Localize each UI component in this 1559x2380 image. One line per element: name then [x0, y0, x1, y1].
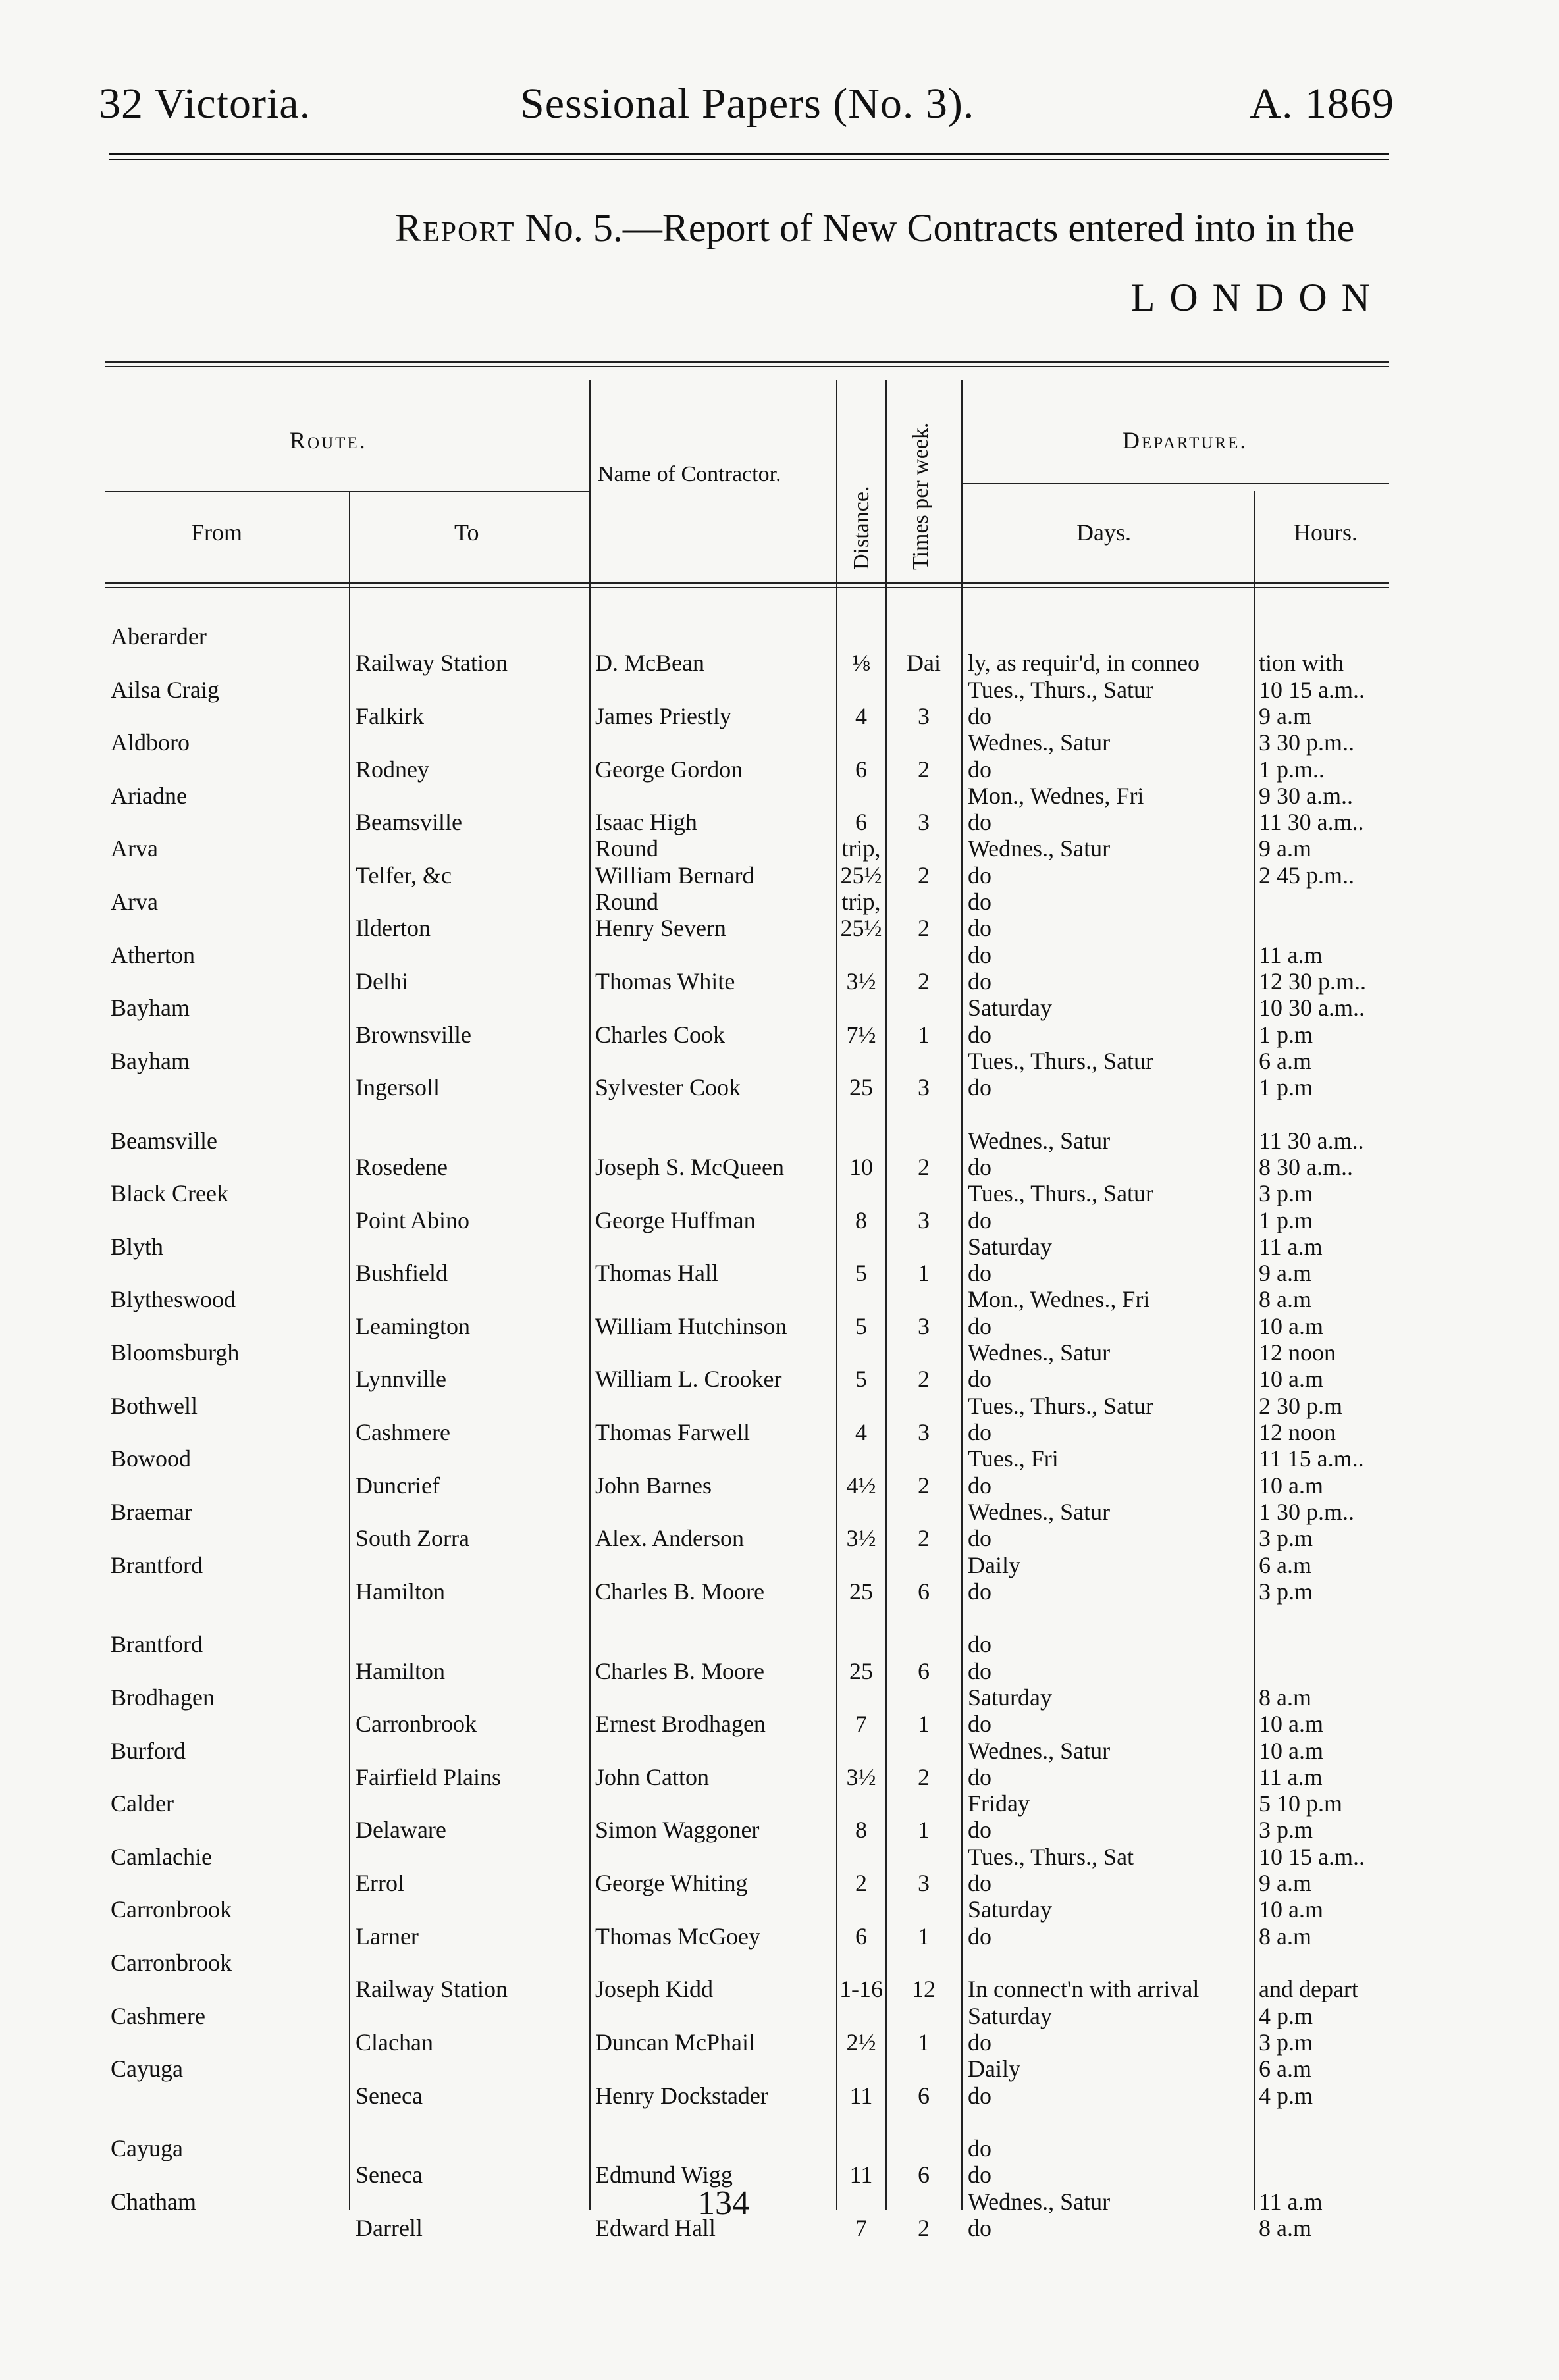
cell-dist: trip,: [841, 835, 881, 862]
header-year: A. 1869: [1250, 80, 1394, 128]
cell-hours: 12 30 p.m..: [1259, 968, 1367, 995]
cell-hours: 3 p.m: [1259, 2029, 1313, 2056]
cell-hours: 9 30 a.m..: [1259, 783, 1353, 809]
cell-from: Aberarder: [111, 623, 207, 650]
contractor-heading: Name of Contractor.: [598, 462, 781, 486]
cell-days: do: [968, 1923, 991, 1950]
cell-to: Lynnville: [356, 1366, 446, 1392]
header-publication: Sessional Papers (No. 3).: [520, 80, 975, 128]
cell-days: do: [968, 1207, 991, 1233]
cell-days: Tues., Thurs., Satur: [968, 1180, 1154, 1206]
cell-hours: 1 30 p.m..: [1259, 1499, 1355, 1525]
cell-dist: 5: [855, 1313, 867, 1339]
cell-from: Blyth: [111, 1233, 164, 1260]
cell-hours: 11 30 a.m..: [1259, 809, 1364, 835]
cell-times: 6: [918, 2161, 930, 2188]
page-number: 134: [698, 2185, 749, 2222]
contracts-table: [105, 361, 1389, 2241]
cell-to: Rodney: [356, 756, 429, 783]
cell-times: 2: [918, 1472, 930, 1499]
cell-hours: 11 30 a.m..: [1259, 1127, 1364, 1154]
cell-dist: 5: [855, 1366, 867, 1392]
distance-heading: Distance.: [849, 486, 874, 570]
cell-days: Daily: [968, 2056, 1020, 2082]
cell-days: do: [968, 1313, 991, 1339]
cell-to: Falkirk: [356, 703, 424, 729]
cell-from: Atherton: [111, 942, 195, 968]
cell-from: Arva: [111, 835, 158, 862]
cell-hours: and depart: [1259, 1976, 1358, 2002]
cell-to: Duncrief: [356, 1472, 440, 1499]
cell-to: Bushfield: [356, 1260, 448, 1286]
report-title: Report No. 5.—Report of New Contracts entered into in the: [395, 206, 1355, 249]
cell-hours: 10 a.m: [1259, 1366, 1323, 1392]
cell-to: Beamsville: [356, 809, 462, 835]
cell-hours: 8 a.m: [1259, 1684, 1311, 1711]
cell-hours: 11 a.m: [1259, 2188, 1323, 2215]
cell-from: Camlachie: [111, 1844, 212, 1870]
cell-hours: 3 p.m: [1259, 1180, 1313, 1206]
cell-days: do: [968, 2161, 991, 2188]
cell-hours: 6 a.m: [1259, 1048, 1311, 1074]
cell-times: 3: [918, 1313, 930, 1339]
cell-days: Wednes., Satur: [968, 1339, 1111, 1366]
cell-days: Saturday: [968, 1896, 1052, 1923]
cell-times: 1: [918, 1022, 930, 1048]
cell-from: Bayham: [111, 995, 190, 1021]
cell-contractor: John Catton: [595, 1764, 710, 1790]
cell-hours: 1 p.m..: [1259, 756, 1325, 783]
cell-dist: 25: [849, 1074, 873, 1100]
cell-days: Wednes., Satur: [968, 2188, 1111, 2215]
cell-hours: 9 a.m: [1259, 703, 1311, 729]
cell-days: Friday: [968, 1790, 1030, 1817]
cell-days: Mon., Wednes., Fri: [968, 1286, 1150, 1312]
cell-hours: 12 noon: [1259, 1339, 1336, 1366]
cell-times: 3: [918, 1870, 930, 1896]
cell-days: do: [968, 1366, 991, 1392]
cell-to: Hamilton: [356, 1578, 445, 1605]
cell-to: Larner: [356, 1923, 419, 1950]
cell-times: 3: [918, 1074, 930, 1100]
cell-hours: 10 a.m: [1259, 1472, 1323, 1499]
cell-hours: 4 p.m: [1259, 2082, 1313, 2109]
cell-hours: 8 a.m: [1259, 1286, 1311, 1312]
cell-times: 3: [918, 703, 930, 729]
cell-dist: 2: [855, 1870, 867, 1896]
cell-days: Tues., Thurs., Satur: [968, 1048, 1154, 1074]
cell-to: Leamington: [356, 1313, 470, 1339]
cell-from: Braemar: [111, 1499, 192, 1525]
cell-days: Wednes., Satur: [968, 835, 1111, 862]
cell-times: 6: [918, 2082, 930, 2109]
cell-hours: 10 a.m: [1259, 1313, 1323, 1339]
cell-contractor: Thomas Farwell: [595, 1419, 750, 1445]
cell-contractor: Thomas McGoey: [595, 1923, 760, 1950]
cell-from: Black Creek: [111, 1180, 228, 1206]
cell-dist: 7½: [846, 1022, 876, 1048]
cell-contractor: Henry Severn: [595, 915, 726, 941]
cell-days: do: [968, 942, 991, 968]
cell-dist: 11: [849, 2082, 873, 2109]
cell-days: Wednes., Satur: [968, 729, 1111, 756]
cell-days: Saturday: [968, 995, 1052, 1021]
cell-to: Fairfield Plains: [356, 1764, 501, 1790]
cell-to: Railway Station: [356, 1976, 508, 2002]
cell-times: 1: [918, 1260, 930, 1286]
cell-to: Carronbrook: [356, 1711, 477, 1737]
cell-to: Ilderton: [356, 915, 431, 941]
cell-to: Clachan: [356, 2029, 433, 2056]
cell-dist: trip,: [841, 889, 881, 915]
cell-hours: 3 p.m: [1259, 1525, 1313, 1551]
cell-dist: 3½: [846, 968, 876, 995]
cell-dist: 25½: [840, 862, 882, 889]
cell-hours: 6 a.m: [1259, 1552, 1311, 1578]
cell-hours: 2 45 p.m..: [1259, 862, 1355, 889]
header-rule-bottom: [109, 159, 1389, 160]
cell-days: do: [968, 862, 991, 889]
cell-contractor: Edward Hall: [595, 2215, 716, 2241]
cell-times: 2: [918, 1525, 930, 1551]
cell-from: Brantford: [111, 1552, 203, 1578]
cell-dist: 11: [849, 2161, 873, 2188]
cell-dist: 5: [855, 1260, 867, 1286]
cell-days: do: [968, 2082, 991, 2109]
cell-dist: 4: [855, 703, 867, 729]
cell-days: Tues., Thurs., Sat: [968, 1844, 1134, 1870]
cell-dist: 10: [849, 1154, 873, 1180]
cell-hours: 10 a.m: [1259, 1896, 1323, 1923]
cell-times: 6: [918, 1578, 930, 1605]
cell-dist: 1-16: [839, 1976, 883, 2002]
cell-contractor: William Hutchinson: [595, 1313, 787, 1339]
cell-days: do: [968, 1578, 991, 1605]
cell-hours: 12 noon: [1259, 1419, 1336, 1445]
cell-contractor: William L. Crooker: [595, 1366, 782, 1392]
cell-from: Carronbrook: [111, 1896, 232, 1923]
cell-dist: 25½: [840, 915, 882, 941]
table-top-rule-thin: [105, 366, 1389, 367]
cell-to: Delaware: [356, 1817, 446, 1843]
col-divider-from-to: [349, 491, 350, 2210]
cell-dist: 7: [855, 2215, 867, 2241]
cell-to: Railway Station: [356, 650, 508, 676]
cell-hours: 2 30 p.m: [1259, 1393, 1343, 1419]
cell-contractor: George Huffman: [595, 1207, 756, 1233]
cell-dist: 8: [855, 1817, 867, 1843]
cell-contractor: Joseph Kidd: [595, 1976, 713, 2002]
cell-days: do: [968, 1631, 991, 1657]
cell-to: South Zorra: [356, 1525, 469, 1551]
col-divider-times-days: [961, 380, 963, 2210]
cell-times: 2: [918, 1764, 930, 1790]
cell-hours: 10 a.m: [1259, 1738, 1323, 1764]
cell-to: Brownsville: [356, 1022, 471, 1048]
cell-dist: 2½: [846, 2029, 876, 2056]
times-heading: Times per week.: [909, 422, 933, 570]
cell-hours: 11 15 a.m..: [1259, 1445, 1364, 1472]
cell-days: do: [968, 1525, 991, 1551]
cell-times: 1: [918, 1711, 930, 1737]
cell-to: Errol: [356, 1870, 404, 1896]
cell-to: Darrell: [356, 2215, 423, 2241]
cell-times: Dai: [907, 650, 941, 676]
cell-days: do: [968, 1817, 991, 1843]
cell-to: Seneca: [356, 2082, 423, 2109]
cell-days: do: [968, 1472, 991, 1499]
cell-days: do: [968, 889, 991, 915]
cell-days: Saturday: [968, 1684, 1052, 1711]
cell-to: Hamilton: [356, 1658, 445, 1684]
cell-days: do: [968, 1260, 991, 1286]
cell-contractor: Charles B. Moore: [595, 1658, 764, 1684]
cell-contractor: George Whiting: [595, 1870, 748, 1896]
cell-hours: 9 a.m: [1259, 1260, 1311, 1286]
cell-days: do: [968, 915, 991, 941]
cell-contractor: Ernest Brodhagen: [595, 1711, 766, 1737]
cell-days: do: [968, 1022, 991, 1048]
cell-days: do: [968, 1074, 991, 1100]
departure-subrule: [961, 483, 1389, 484]
cell-contractor: Henry Dockstader: [595, 2082, 768, 2109]
cell-days: do: [968, 1154, 991, 1180]
cell-from: Brodhagen: [111, 1684, 215, 1711]
header-bottom-rule: [105, 582, 1389, 584]
cell-from: Ailsa Craig: [111, 677, 219, 703]
from-heading: From: [191, 519, 243, 546]
hours-heading: Hours.: [1294, 519, 1358, 546]
cell-contractor: William Bernard: [595, 862, 754, 889]
cell-contractor: James Priestly: [595, 703, 731, 729]
cell-times: 12: [912, 1976, 936, 2002]
cell-days: do: [968, 2135, 991, 2161]
cell-hours: 11 a.m: [1259, 1233, 1323, 1260]
cell-dist: 8: [855, 1207, 867, 1233]
days-heading: Days.: [1076, 519, 1131, 546]
cell-days: do: [968, 1870, 991, 1896]
cell-to: Rosedene: [356, 1154, 448, 1180]
cell-hours: 8 30 a.m..: [1259, 1154, 1353, 1180]
cell-days: Saturday: [968, 2003, 1052, 2029]
cell-dist: 3½: [846, 1525, 876, 1551]
cell-from: Cashmere: [111, 2003, 205, 2029]
cell-from: Carronbrook: [111, 1950, 232, 1976]
district-name: LONDON: [1130, 276, 1385, 319]
cell-from: Bothwell: [111, 1393, 198, 1419]
cell-hours: 3 p.m: [1259, 1578, 1313, 1605]
header-bottom-rule-thin: [105, 587, 1389, 588]
cell-days: Wednes., Satur: [968, 1127, 1111, 1154]
to-heading: To: [454, 519, 479, 546]
cell-contractor: Sylvester Cook: [595, 1074, 741, 1100]
cell-days: Mon., Wednes, Fri: [968, 783, 1144, 809]
departure-heading: Departure.: [1123, 427, 1248, 453]
cell-days: do: [968, 1419, 991, 1445]
cell-dist: ⅛: [852, 650, 870, 676]
cell-dist: 7: [855, 1711, 867, 1737]
cell-hours: 3 p.m: [1259, 1817, 1313, 1843]
cell-to: Seneca: [356, 2161, 423, 2188]
cell-days: Wednes., Satur: [968, 1738, 1111, 1764]
cell-hours: 9 a.m: [1259, 835, 1311, 862]
col-divider-distance-times: [885, 380, 887, 2210]
cell-contractor: D. McBean: [595, 650, 704, 676]
cell-to: Ingersoll: [356, 1074, 440, 1100]
cell-days: Wednes., Satur: [968, 1499, 1111, 1525]
cell-from: Bayham: [111, 1048, 190, 1074]
cell-contractor: Round: [595, 835, 659, 862]
cell-contractor: Round: [595, 889, 659, 915]
cell-days: In connect'n with arrival: [968, 1976, 1200, 2002]
cell-days: do: [968, 2029, 991, 2056]
cell-days: Saturday: [968, 1233, 1052, 1260]
cell-hours: 8 a.m: [1259, 2215, 1311, 2241]
cell-days: Tues., Fri: [968, 1445, 1059, 1472]
cell-contractor: Joseph S. McQueen: [595, 1154, 784, 1180]
cell-times: 1: [918, 2029, 930, 2056]
cell-hours: 10 a.m: [1259, 1711, 1323, 1737]
cell-contractor: Thomas White: [595, 968, 735, 995]
cell-dist: 6: [855, 1923, 867, 1950]
cell-days: do: [968, 703, 991, 729]
cell-hours: 10 15 a.m..: [1259, 677, 1365, 703]
cell-times: 3: [918, 1207, 930, 1233]
cell-hours: 6 a.m: [1259, 2056, 1311, 2082]
col-divider-to-contractor: [589, 380, 591, 2210]
cell-to: Telfer, &c: [356, 862, 452, 889]
cell-dist: 6: [855, 756, 867, 783]
cell-hours: 5 10 p.m: [1259, 1790, 1343, 1817]
cell-hours: 11 a.m: [1259, 1764, 1323, 1790]
cell-times: 3: [918, 809, 930, 835]
cell-contractor: John Barnes: [595, 1472, 712, 1499]
cell-hours: 8 a.m: [1259, 1923, 1311, 1950]
cell-days: do: [968, 1658, 991, 1684]
cell-days: Tues., Thurs., Satur: [968, 677, 1154, 703]
cell-from: Cayuga: [111, 2135, 183, 2161]
cell-from: Ariadne: [111, 783, 187, 809]
cell-from: Aldboro: [111, 729, 190, 756]
cell-contractor: Alex. Anderson: [595, 1525, 744, 1551]
cell-days: do: [968, 756, 991, 783]
cell-days: do: [968, 1711, 991, 1737]
cell-to: Point Abino: [356, 1207, 470, 1233]
cell-contractor: Charles B. Moore: [595, 1578, 764, 1605]
cell-hours: 10 30 a.m..: [1259, 995, 1365, 1021]
cell-from: Cayuga: [111, 2056, 183, 2082]
cell-hours: 1 p.m: [1259, 1074, 1313, 1100]
cell-times: 1: [918, 1817, 930, 1843]
cell-times: 2: [918, 1366, 930, 1392]
cell-hours: 4 p.m: [1259, 2003, 1313, 2029]
cell-hours: 3 30 p.m..: [1259, 729, 1355, 756]
cell-times: 2: [918, 915, 930, 941]
cell-hours: 1 p.m: [1259, 1022, 1313, 1048]
route-heading: Route.: [290, 427, 367, 453]
cell-dist: 4½: [846, 1472, 876, 1499]
cell-times: 2: [918, 862, 930, 889]
cell-to: Cashmere: [356, 1419, 450, 1445]
cell-times: 2: [918, 1154, 930, 1180]
cell-dist: 25: [849, 1658, 873, 1684]
header-rule-top: [109, 153, 1389, 155]
cell-contractor: Isaac High: [595, 809, 697, 835]
cell-days: do: [968, 809, 991, 835]
cell-days: ly, as requir'd, in conneo: [968, 650, 1200, 676]
cell-from: Blytheswood: [111, 1286, 236, 1312]
cell-contractor: Simon Waggoner: [595, 1817, 760, 1843]
cell-to: Delhi: [356, 968, 408, 995]
cell-times: 2: [918, 756, 930, 783]
cell-hours: 9 a.m: [1259, 1870, 1311, 1896]
cell-from: Beamsville: [111, 1127, 217, 1154]
cell-contractor: Charles Cook: [595, 1022, 725, 1048]
route-subrule: [105, 491, 589, 492]
cell-from: Burford: [111, 1738, 186, 1764]
cell-dist: 4: [855, 1419, 867, 1445]
cell-dist: 25: [849, 1578, 873, 1605]
cell-dist: 6: [855, 809, 867, 835]
cell-days: do: [968, 2215, 991, 2241]
cell-contractor: Thomas Hall: [595, 1260, 718, 1286]
cell-contractor: Edmund Wigg: [595, 2161, 733, 2188]
cell-hours: tion with: [1259, 650, 1344, 676]
cell-hours: 1 p.m: [1259, 1207, 1313, 1233]
cell-times: 6: [918, 1658, 930, 1684]
cell-hours: 10 15 a.m..: [1259, 1844, 1365, 1870]
cell-hours: 11 a.m: [1259, 942, 1323, 968]
table-top-rule: [105, 361, 1389, 363]
cell-days: Tues., Thurs., Satur: [968, 1393, 1154, 1419]
cell-times: 1: [918, 1923, 930, 1950]
cell-contractor: George Gordon: [595, 756, 743, 783]
cell-days: do: [968, 968, 991, 995]
header-session: 32 Victoria.: [99, 80, 311, 128]
cell-days: Daily: [968, 1552, 1020, 1578]
cell-from: Brantford: [111, 1631, 203, 1657]
cell-times: 3: [918, 1419, 930, 1445]
cell-from: Chatham: [111, 2188, 196, 2215]
cell-contractor: Duncan McPhail: [595, 2029, 755, 2056]
cell-from: Calder: [111, 1790, 174, 1817]
cell-from: Arva: [111, 889, 158, 915]
cell-from: Bowood: [111, 1445, 192, 1472]
cell-times: 2: [918, 2215, 930, 2241]
cell-days: do: [968, 1764, 991, 1790]
cell-dist: 3½: [846, 1764, 876, 1790]
cell-from: Bloomsburgh: [111, 1339, 240, 1366]
cell-times: 2: [918, 968, 930, 995]
